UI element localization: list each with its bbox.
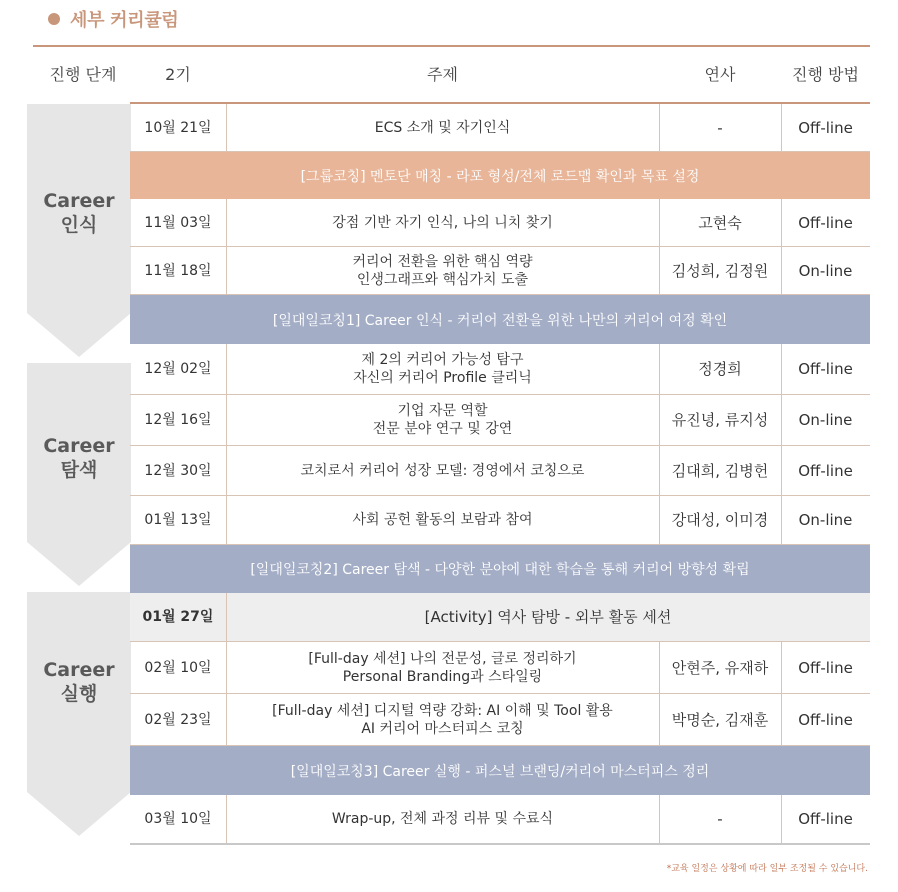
table-row (130, 395, 870, 446)
row-topic (226, 496, 660, 544)
row-speaker: - (659, 104, 782, 151)
row-method: Off-line (798, 461, 853, 480)
row-topic-line2: AI 커리어 마스터피스 코칭 (361, 720, 524, 737)
row-topic (226, 694, 660, 745)
row-method: Off-line (798, 360, 853, 378)
row-topic (226, 344, 660, 394)
stage-exploration-line1: Career (43, 435, 115, 457)
table-row (130, 694, 870, 746)
activity-row (130, 593, 870, 642)
row-topic-line1: Wrap-up, 전체 과정 리뷰 및 수료식 (331, 811, 554, 827)
row-method: Off-line (798, 658, 853, 677)
row-speaker: 고현숙 (659, 199, 782, 246)
activity-topic: [Activity] 역사 탐방 - 외부 활동 세션 (424, 608, 672, 626)
row-speaker: 강대성, 이미경 (659, 496, 782, 544)
row-date: 11월 18일 (130, 247, 227, 294)
row-topic (226, 104, 660, 151)
stage-awareness-label (27, 189, 131, 237)
row-speaker: 김대희, 김병헌 (659, 446, 782, 495)
section-title-text: 세부 커리큘럼 (70, 10, 179, 31)
row-date: 02월 10일 (130, 642, 227, 693)
table-row (130, 496, 870, 545)
row-topic (226, 446, 660, 495)
row-speaker: - (659, 795, 782, 843)
table-row (130, 642, 870, 694)
header-topic: 주제 (427, 65, 458, 84)
row-topic (226, 199, 660, 246)
row-date: 11월 03일 (130, 199, 227, 246)
stage-awareness-line2: 인식 (60, 214, 98, 236)
row-topic-line1: 기업 자문 역할 (397, 403, 488, 419)
header-method: 진행 방법 (792, 65, 859, 84)
row-topic-line2: 자신의 커리어 Profile 클리닉 (353, 370, 532, 386)
stage-awareness-line1: Career (43, 190, 115, 212)
row-speaker: 유진녕, 류지성 (659, 395, 782, 445)
stage-execution-line2: 실행 (60, 683, 98, 705)
header-cohort: 2기 (165, 65, 191, 84)
row-method: On-line (798, 511, 853, 529)
row-speaker: 박명순, 김재훈 (659, 694, 782, 745)
row-topic-line1: 사회 공헌 활동의 보람과 참여 (352, 512, 533, 528)
row-topic-line1: 커리어 전환을 위한 핵심 역량 (352, 253, 533, 270)
coaching-band-one-on-one-1: [일대일코칭1] Career 인식 - 커리어 전환을 위한 나만의 커리어 여정 확인 (130, 295, 870, 344)
table-row (130, 104, 870, 152)
row-date: 12월 02일 (130, 344, 227, 394)
row-topic (226, 395, 660, 445)
stage-exploration-label (27, 434, 131, 482)
row-topic (226, 642, 660, 693)
row-topic-line2: 전문 분야 연구 및 강연 (372, 421, 513, 437)
table-row (130, 446, 870, 496)
row-topic-line2: 인생그래프와 핵심가치 도출 (356, 271, 529, 288)
section-title (48, 6, 179, 32)
row-topic-line1: 강점 기반 자기 인식, 나의 니치 찾기 (332, 214, 553, 231)
bullet-dot-icon (48, 13, 60, 25)
table-row (130, 247, 870, 295)
row-date: 10월 21일 (130, 104, 227, 151)
stage-execution-label (27, 658, 131, 706)
stage-execution-line1: Career (43, 659, 115, 681)
row-date: 03월 10일 (130, 795, 227, 843)
header-speaker: 연사 (704, 65, 736, 84)
activity-date: 01월 27일 (130, 593, 227, 641)
row-method: Off-line (798, 213, 853, 232)
coaching-band-one-on-one-3: [일대일코칭3] Career 실행 - 퍼스널 브랜딩/커리어 마스터피스 정리 (130, 746, 870, 795)
row-method: Off-line (798, 810, 853, 828)
row-speaker: 김성희, 김정원 (659, 247, 782, 294)
row-topic (226, 247, 660, 294)
row-method: On-line (798, 411, 853, 429)
row-date: 01월 13일 (130, 496, 227, 544)
row-method: On-line (798, 261, 853, 280)
header-stage: 진행 단계 (49, 65, 117, 84)
table-row (130, 795, 870, 845)
row-topic-line1: 제 2의 커리어 가능성 탐구 (361, 352, 524, 368)
stage-exploration-line2: 탐색 (60, 459, 98, 481)
table-header (0, 47, 898, 103)
row-topic-line2: Personal Branding과 스타일링 (342, 668, 543, 685)
row-topic-line1: [Full-day 세션] 디지털 역량 강화: AI 이해 및 Tool 활용 (272, 702, 613, 719)
row-topic-line1: [Full-day 세션] 나의 전문성, 글로 정리하기 (308, 650, 577, 667)
coaching-band-group: [그룹코칭] 멘토단 매칭 - 라포 형성/전체 로드맵 확인과 목표 설정 (130, 152, 870, 199)
table-row (130, 199, 870, 247)
footnote: *교육 일정은 상황에 따라 일부 조정될 수 있습니다. (666, 864, 868, 874)
row-topic (226, 795, 660, 843)
table-row (130, 344, 870, 395)
row-speaker: 안현주, 유재하 (659, 642, 782, 693)
row-speaker: 정경희 (659, 344, 782, 394)
row-topic-line1: 코치로서 커리어 성장 모델: 경영에서 코칭으로 (300, 462, 585, 479)
coaching-band-one-on-one-2: [일대일코칭2] Career 탐색 - 다양한 분야에 대한 학습을 통해 커리어 방향성 확립 (130, 545, 870, 593)
row-date: 12월 16일 (130, 395, 227, 445)
row-topic-line1: ECS 소개 및 자기인식 (374, 119, 511, 136)
row-date: 12월 30일 (130, 446, 227, 495)
row-date: 02월 23일 (130, 694, 227, 745)
stage-execution-arrow (27, 592, 131, 836)
row-method: Off-line (798, 118, 853, 137)
row-method: Off-line (798, 710, 853, 729)
